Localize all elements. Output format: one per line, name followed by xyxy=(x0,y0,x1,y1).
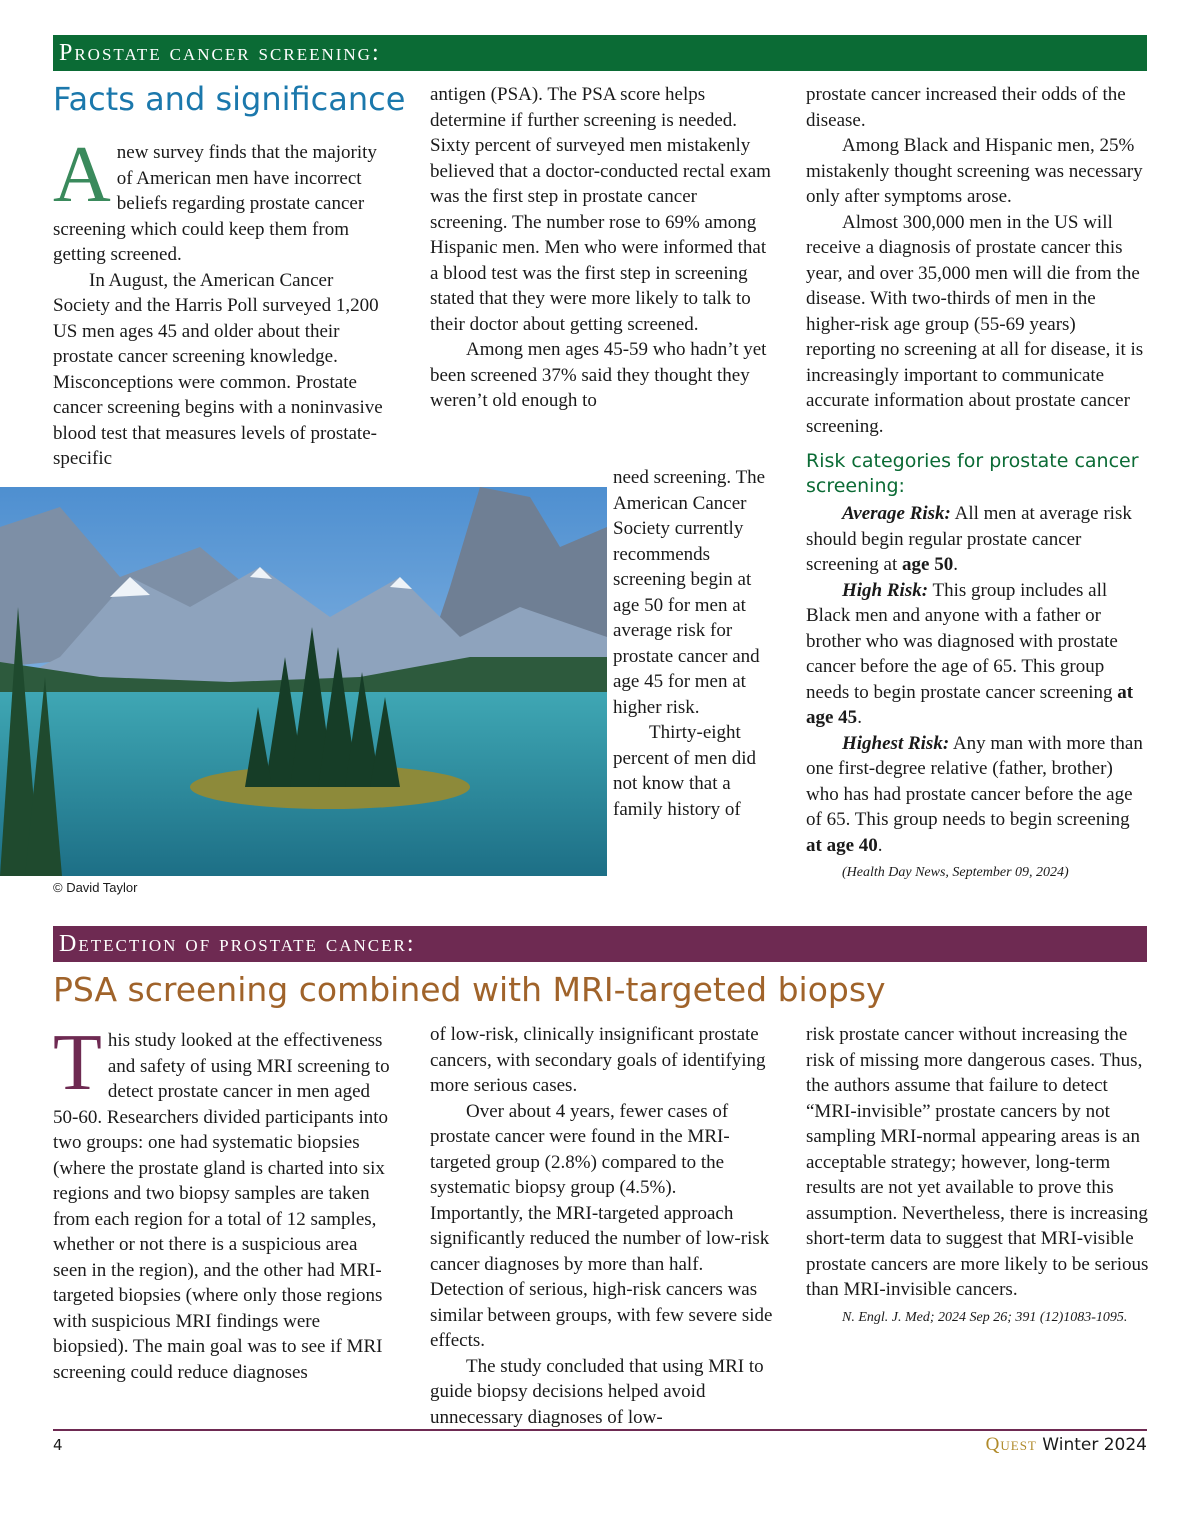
citation: N. Engl. J. Med; 2024 Sep 26; 391 (12)1083-1095. xyxy=(842,1309,1128,1325)
article1-column2-top xyxy=(430,82,772,414)
paragraph: Thirty-eight percent of men did not know that a family history of xyxy=(613,722,756,820)
paragraph: Over about 4 years, fewer cases of prostate cancer were found in the MRI-targeted group (2.8%) compared to the systematic biopsy group (4.5%). Importantly, the MRI-targeted approach significantly reduced the number of low-risk cancer diagnoses by more than half. Detection of serious, high-risk cancers was similar between groups, with few severe side effects. xyxy=(430,1100,773,1351)
paragraph: of low-risk, clinically insignificant prostate cancers, with secondary goals of identifying more serious cases. xyxy=(430,1024,766,1096)
article1-column2-narrow xyxy=(613,465,773,822)
paragraph: need screening. The American Cancer Society currently recommends screening begin at age 50 for men at average risk for prostate cancer and age 45 for men at higher risk. xyxy=(613,467,766,718)
paragraph: his study looked at the effectiveness and safety of using MRI screening to detect prostate cancer in men aged 50-60. Researchers divided participants into two groups: one had systematic biopsies (where the prostate gland is charted into six regions and two biopsy samples are taken from each region for a total of 12 samples, whether or not there is a suspicious area seen in the region), and the other had MRI-targeted biopsies (where only those regions with suspicious MRI findings were biopsied). The main goal was to see if MRI screening could reduce diagnoses xyxy=(53,1030,390,1383)
article2-column3 xyxy=(806,1022,1150,1327)
article1-column3 xyxy=(806,82,1148,882)
dropcap: T xyxy=(53,1019,102,1107)
paragraph: Almost 300,000 men in the US will receive a diagnosis of prostate cancer this year, and over 35,000 men will die from the disease. With two-thirds of men in the higher-risk age group (55-69 years) reporting no screening at all for disease, it is increasingly important to communicate accurate information about prostate cancer screening. xyxy=(806,211,1144,437)
magazine-name: Quest xyxy=(985,1434,1037,1455)
paragraph: new survey finds that the majority of American men have incorrect beliefs regarding prostate cancer screening which could keep them from getting screened. xyxy=(53,142,377,265)
paragraph: prostate cancer increased their odds of the disease. xyxy=(806,84,1126,131)
paragraph: risk prostate cancer without increasing the risk of missing more dangerous cases. Thus, the authors assume that failure to detect “MRI-invisible” prostate cancers by not sampling MRI-normal appearing areas is an acceptable strategy; however, long-term results are not yet available to prove this assumption. Nevertheless, there is increasing short-term data to suggest that MRI-visible prostate cancers are more likely to be serious than MRI-invisible cancers. xyxy=(806,1024,1149,1300)
section-band-detection: Detection of prostate cancer: xyxy=(53,926,1147,962)
headline-facts: Facts and significance xyxy=(53,80,406,118)
risk-highest: Highest Risk: Any man with more than one first-degree relative (father, brother) who has had prostate cancer before the age of 65. This group needs to begin screening at age 40. xyxy=(806,732,1143,856)
headline-psa-mri: PSA screening combined with MRI-targeted biopsy xyxy=(53,970,886,1009)
risk-subheading: Risk categories for prostate cancer screening: xyxy=(806,450,1139,497)
footer-rule xyxy=(53,1429,1147,1431)
issue-label: Winter 2024 xyxy=(1042,1435,1147,1455)
paragraph: The study concluded that using MRI to guide biopsy decisions helped avoid unnecessary diagnoses of low- xyxy=(430,1355,764,1428)
citation: (Health Day News, September 09, 2024) xyxy=(842,865,1069,880)
section-band-screening: Prostate cancer screening: xyxy=(53,35,1147,71)
lake-photo xyxy=(0,487,607,876)
article2-column2 xyxy=(430,1022,774,1430)
page-number: 4 xyxy=(53,1436,63,1454)
article1-column1 xyxy=(53,131,393,472)
paragraph: In August, the American Cancer Society and the Harris Poll surveyed 1,200 US men ages 45 and older about their prostate cancer screening knowledge. Misconceptions were common. Prostate cancer screening begins with a noninvasive blood test that measures levels of prostate-specific xyxy=(53,269,383,469)
article2-column1 xyxy=(53,1019,395,1385)
photo-credit: © David Taylor xyxy=(53,880,138,895)
paragraph: Among Black and Hispanic men, 25% mistakenly thought screening was necessary only after symptoms arose. xyxy=(806,135,1143,207)
dropcap: A xyxy=(53,131,111,219)
risk-average: Average Risk: All men at average risk should begin regular prostate cancer screening at age 50. xyxy=(806,503,1132,575)
paragraph: Among men ages 45-59 who hadn’t yet been screened 37% said they thought they weren’t old enough to xyxy=(430,339,767,411)
magazine-issue xyxy=(986,1434,1147,1456)
paragraph: antigen (PSA). The PSA score helps determine if further screening is needed. Sixty percent of surveyed men mistakenly believed that a doctor-conducted rectal exam was the first step in prostate cancer screening. The number rose to 69% among Hispanic men. Men who were informed that a blood test was the first step in screening stated that they were more likely to talk to their doctor about getting screened. xyxy=(430,84,771,335)
risk-high: High Risk: This group includes all Black men and anyone with a father or brother who was diagnosed with prostate cancer before the age of 65. This group needs to begin prostate cancer screening at age 45. xyxy=(806,579,1134,728)
